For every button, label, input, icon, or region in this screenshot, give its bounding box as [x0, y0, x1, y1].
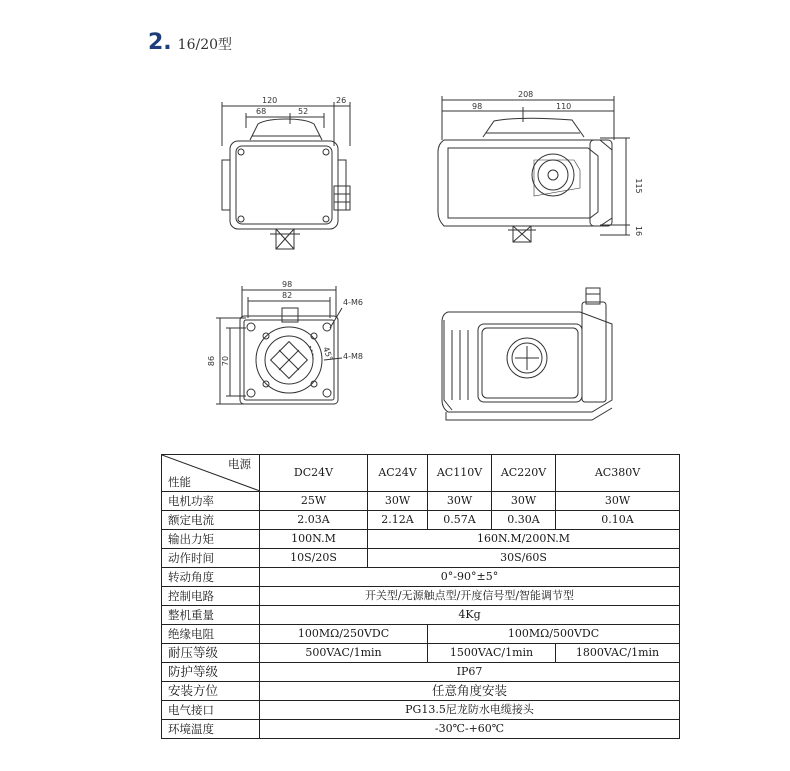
table-row — [162, 568, 680, 587]
dim-bottom-inner: 70 — [221, 355, 230, 367]
table-row — [162, 530, 680, 549]
row-label: 转动角度 — [162, 568, 260, 587]
row-label: 耐压等级 — [162, 644, 260, 663]
dim-side-shaft: 16 — [634, 225, 643, 237]
table-row — [162, 682, 680, 701]
col-header: AC110V — [428, 455, 492, 492]
dim-bottom-height: 86 — [207, 355, 216, 367]
table-cell: 0°-90°±5° — [260, 568, 680, 587]
spec-table — [161, 454, 680, 739]
col-header: AC24V — [368, 455, 428, 492]
table-cell: 100MΩ/500VDC — [428, 625, 680, 644]
dim-side-left: 98 — [472, 102, 483, 111]
row-label: 输出力矩 — [162, 530, 260, 549]
dim-bottom-m6: 4-M6 — [343, 298, 363, 307]
perspective-view-drawing — [442, 288, 612, 420]
corner-performance-label: 性能 — [168, 475, 191, 489]
dim-bottom-m8: 4-M8 — [343, 352, 363, 361]
table-cell: 0.30A — [492, 511, 556, 530]
row-label: 安装方位 — [162, 682, 260, 701]
table-cell: 0.57A — [428, 511, 492, 530]
col-header: DC24V — [260, 455, 368, 492]
side-view-drawing — [438, 96, 630, 242]
table-cell: IP67 — [260, 663, 680, 682]
corner-power-label: 电源 — [228, 457, 251, 471]
dim-bottom-angle: 45° — [321, 345, 335, 363]
section-number: 2. — [148, 30, 172, 55]
row-label: 绝缘电阻 — [162, 625, 260, 644]
dim-front-left: 68 — [256, 107, 267, 116]
table-cell: 0.10A — [556, 511, 680, 530]
row-label: 防护等级 — [162, 663, 260, 682]
table-cell: 2.03A — [260, 511, 368, 530]
dim-side-height: 115 — [634, 178, 643, 194]
table-cell: 1800VAC/1min — [556, 644, 680, 663]
table-cell: 2.12A — [368, 511, 428, 530]
table-cell: 500VAC/1min — [260, 644, 428, 663]
row-label: 电机功率 — [162, 492, 260, 511]
row-label: 环境温度 — [162, 720, 260, 739]
table-cell: -30℃-+60℃ — [260, 720, 680, 739]
table-cell: 160N.M/200N.M — [368, 530, 680, 549]
dim-side-length: 208 — [518, 90, 534, 99]
bottom-view-drawing — [216, 286, 342, 404]
col-header: AC380V — [556, 455, 680, 492]
dim-bottom-bolt-span: 82 — [282, 291, 293, 300]
dim-front-gland: 26 — [336, 96, 347, 105]
table-row — [162, 511, 680, 530]
row-label: 控制电路 — [162, 587, 260, 606]
table-row — [162, 549, 680, 568]
model-name: 16/20型 — [177, 37, 233, 53]
table-header-row — [162, 455, 680, 492]
table-cell: 30W — [368, 492, 428, 511]
table-cell: 任意角度安装 — [260, 682, 680, 701]
dim-bottom-width: 98 — [282, 280, 293, 289]
table-cell: 10S/20S — [260, 549, 368, 568]
table-cell: 30W — [428, 492, 492, 511]
row-label: 动作时间 — [162, 549, 260, 568]
row-label: 整机重量 — [162, 606, 260, 625]
table-cell: 30W — [556, 492, 680, 511]
front-view-drawing — [222, 102, 350, 249]
table-cell: 30S/60S — [368, 549, 680, 568]
table-cell: PG13.5尼龙防水电缆接头 — [260, 701, 680, 720]
table-cell: 100MΩ/250VDC — [260, 625, 428, 644]
table-cell: 1500VAC/1min — [428, 644, 556, 663]
table-row — [162, 663, 680, 682]
table-cell: 30W — [492, 492, 556, 511]
row-label: 额定电流 — [162, 511, 260, 530]
table-cell: 4Kg — [260, 606, 680, 625]
table-row — [162, 606, 680, 625]
table-row — [162, 701, 680, 720]
dim-side-right: 110 — [556, 102, 572, 111]
table-cell: 100N.M — [260, 530, 368, 549]
col-header: AC220V — [492, 455, 556, 492]
table-row — [162, 720, 680, 739]
table-row — [162, 644, 680, 663]
dim-front-width: 120 — [262, 96, 278, 105]
dim-front-right: 52 — [298, 107, 309, 116]
table-cell: 25W — [260, 492, 368, 511]
corner-cell — [162, 455, 260, 492]
row-label: 电气接口 — [162, 701, 260, 720]
table-cell: 开关型/无源触点型/开度信号型/智能调节型 — [260, 587, 680, 606]
table-row — [162, 492, 680, 511]
table-row — [162, 587, 680, 606]
table-row — [162, 625, 680, 644]
